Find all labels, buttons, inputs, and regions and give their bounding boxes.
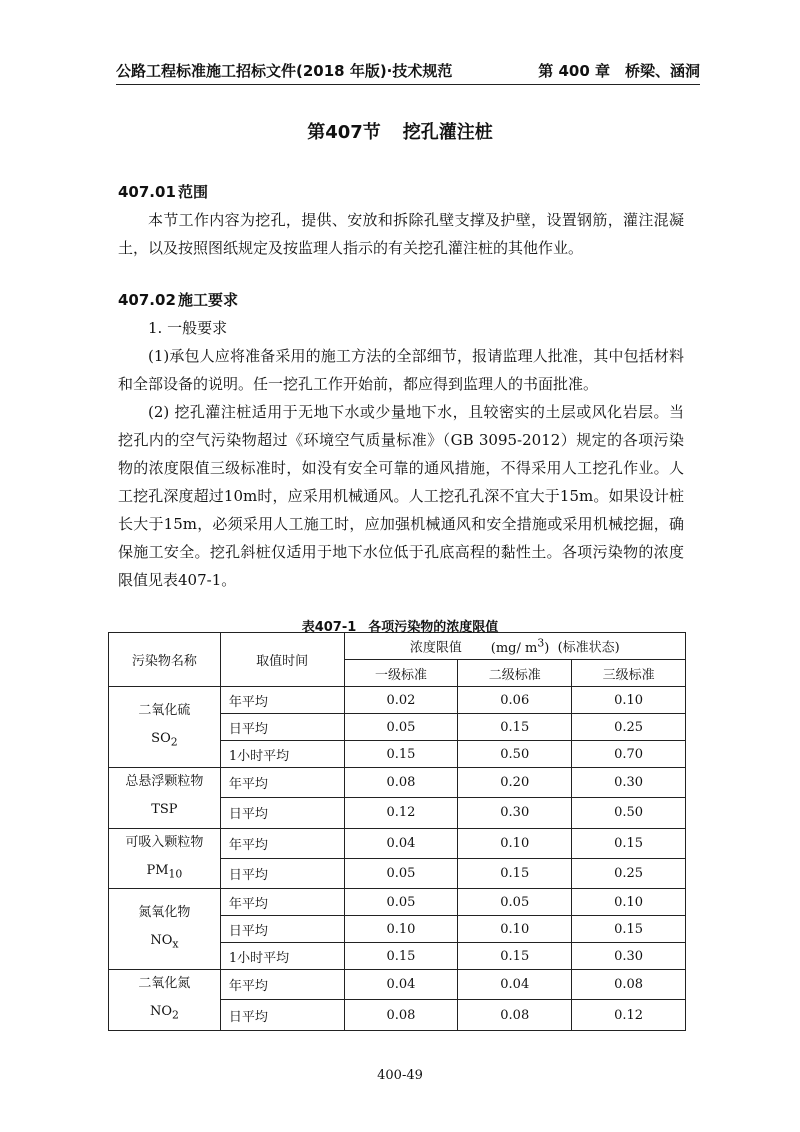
grade2-cell: 0.15 [458, 943, 572, 970]
heading-number: 407.01 [118, 183, 176, 201]
heading-407-02 [118, 286, 684, 314]
general-requirements-label: 1. 一般要求 [148, 319, 228, 337]
col-header-time: 取值时间 [220, 633, 344, 687]
table-row [109, 828, 686, 858]
scope-paragraph: 本节工作内容为挖孔，提供、安放和拆除孔壁支撑及护壁，设置钢筋，灌注混凝土，以及按照图纸规定及按监理人指示的有关挖孔灌注桩的其他作业。 [118, 211, 684, 257]
grade3-cell: 0.30 [572, 943, 686, 970]
time-cell: 日平均 [220, 858, 344, 888]
table-row [109, 889, 686, 916]
grade2-cell: 0.08 [458, 1000, 572, 1030]
grade2-cell: 0.15 [458, 714, 572, 741]
pollutant-cell [109, 687, 221, 768]
col-header-grade1: 一级标准 [344, 660, 458, 687]
header-chapter: 第 400 章 桥梁、涵洞 [538, 62, 700, 80]
col-header-grade2: 二级标准 [458, 660, 572, 687]
heading-title: 范围 [178, 183, 209, 201]
requirement-paragraph-1: (1)承包人应将准备采用的施工方法的全部细节，报请监理人批准，其中包括材料和全部设备的说明。任一挖孔工作开始前，都应得到监理人的书面批准。 [118, 347, 684, 393]
pollutant-formula: $PM_{10}$ [146, 862, 183, 881]
col-header-pollutant: 污染物名称 [109, 633, 221, 687]
grade2-cell: 0.15 [458, 858, 572, 888]
pollutant-cell [109, 889, 221, 970]
header-doc-title: 公路工程标准施工招标文件(2018 年版)·技术规范 [116, 62, 453, 80]
grade1-cell: 0.04 [344, 828, 458, 858]
grade1-cell: 0.10 [344, 916, 458, 943]
grade3-cell: 0.25 [572, 714, 686, 741]
time-cell: 日平均 [220, 798, 344, 828]
table-row [109, 768, 686, 798]
limit-state: (标准状态) [557, 640, 620, 656]
time-cell: 日平均 [220, 916, 344, 943]
page-number: 400-49 [377, 1068, 423, 1083]
section-number: 第407节 [307, 122, 381, 143]
section-407-02 [118, 286, 684, 594]
pollutant-formula: $NO_x$ [150, 933, 179, 951]
grade2-cell: 0.10 [458, 916, 572, 943]
grade3-cell: 0.10 [572, 889, 686, 916]
table-body [109, 687, 686, 1031]
grade2-cell: 0.10 [458, 828, 572, 858]
grade3-cell: 0.30 [572, 768, 686, 798]
table-title: 各项污染物的浓度限值 [368, 620, 499, 635]
grade1-cell: 0.15 [344, 943, 458, 970]
pollutant-name: 二氧化氮 [138, 976, 191, 992]
grade2-cell: 0.30 [458, 798, 572, 828]
grade3-cell: 0.08 [572, 970, 686, 1000]
limit-unit: (mg/ $m^3$) [490, 636, 550, 656]
grade3-cell: 0.15 [572, 828, 686, 858]
grade2-cell: 0.20 [458, 768, 572, 798]
grade1-cell: 0.05 [344, 889, 458, 916]
time-cell: 年平均 [220, 970, 344, 1000]
pollutant-limits-table [108, 632, 686, 1031]
grade3-cell: 0.12 [572, 1000, 686, 1030]
grade2-cell: 0.04 [458, 970, 572, 1000]
grade1-cell: 0.05 [344, 714, 458, 741]
grade2-cell: 0.05 [458, 889, 572, 916]
table-row [109, 687, 686, 714]
requirement-paragraph-2: (2) 挖孔灌注桩适用于无地下水或少量地下水，且较密实的土层或风化岩层。当挖孔内的空气污染物超过《环境空气质量标准》（GB 3095-2012）规定的各项污染物的浓度限值三级标准时，如没有安全可靠的通风措施，不得采用人工挖孔作业。人工挖孔深度超过10m时，应采用机械通风。人工挖孔孔深不宜大于15m。如果设计桩长大于15m，必须采用人工施工时，应加强机械通风和安全措施或采用机械挖掘，确保施工安全。挖孔斜桩仅适用于地下水位低于孔底高程的黏性土。各项污染物的浓度限值见表407-1。 [118, 403, 684, 589]
time-cell: 年平均 [220, 889, 344, 916]
grade3-cell: 0.15 [572, 916, 686, 943]
pollutant-name: 氮氧化物 [138, 905, 191, 921]
time-cell: 年平均 [220, 687, 344, 714]
grade1-cell: 0.08 [344, 1000, 458, 1030]
pollutant-name: 二氧化硫 [138, 703, 191, 719]
pollutant-formula: $NO_2$ [149, 1004, 179, 1022]
col-header-grade3: 三级标准 [572, 660, 686, 687]
grade1-cell: 0.04 [344, 970, 458, 1000]
pollutant-cell [109, 970, 221, 1031]
grade2-cell: 0.50 [458, 741, 572, 768]
pollutant-name: 可吸入颗粒物 [125, 834, 204, 850]
grade1-cell: 0.12 [344, 798, 458, 828]
grade1-cell: 0.02 [344, 687, 458, 714]
time-cell: 日平均 [220, 714, 344, 741]
grade3-cell: 0.25 [572, 858, 686, 888]
time-cell: 年平均 [220, 768, 344, 798]
grade1-cell: 0.05 [344, 858, 458, 888]
pollutant-name: 总悬浮颗粒物 [125, 774, 204, 789]
heading-title: 施工要求 [178, 291, 239, 309]
grade3-cell: 0.70 [572, 741, 686, 768]
grade1-cell: 0.08 [344, 768, 458, 798]
pollutant-cell [109, 828, 221, 889]
grade1-cell: 0.15 [344, 741, 458, 768]
pollutant-cell [109, 768, 221, 829]
heading-407-01 [118, 178, 684, 206]
grade2-cell: 0.06 [458, 687, 572, 714]
time-cell: 1小时平均 [220, 741, 344, 768]
time-cell: 1小时平均 [220, 943, 344, 970]
limit-label: 浓度限值 [409, 640, 462, 656]
section-407-01 [118, 178, 684, 262]
heading-number: 407.02 [118, 291, 176, 309]
pollutant-formula: TSP [151, 802, 178, 817]
table-row [109, 970, 686, 1000]
section-title [0, 118, 800, 144]
col-header-limit [344, 633, 685, 660]
time-cell: 年平均 [220, 828, 344, 858]
page-header [116, 58, 700, 85]
grade3-cell: 0.10 [572, 687, 686, 714]
pollutant-formula: $SO_2$ [151, 731, 178, 749]
table-number: 表407-1 [301, 620, 357, 635]
grade3-cell: 0.50 [572, 798, 686, 828]
time-cell: 日平均 [220, 1000, 344, 1030]
section-title-text: 挖孔灌注桩 [402, 122, 493, 143]
